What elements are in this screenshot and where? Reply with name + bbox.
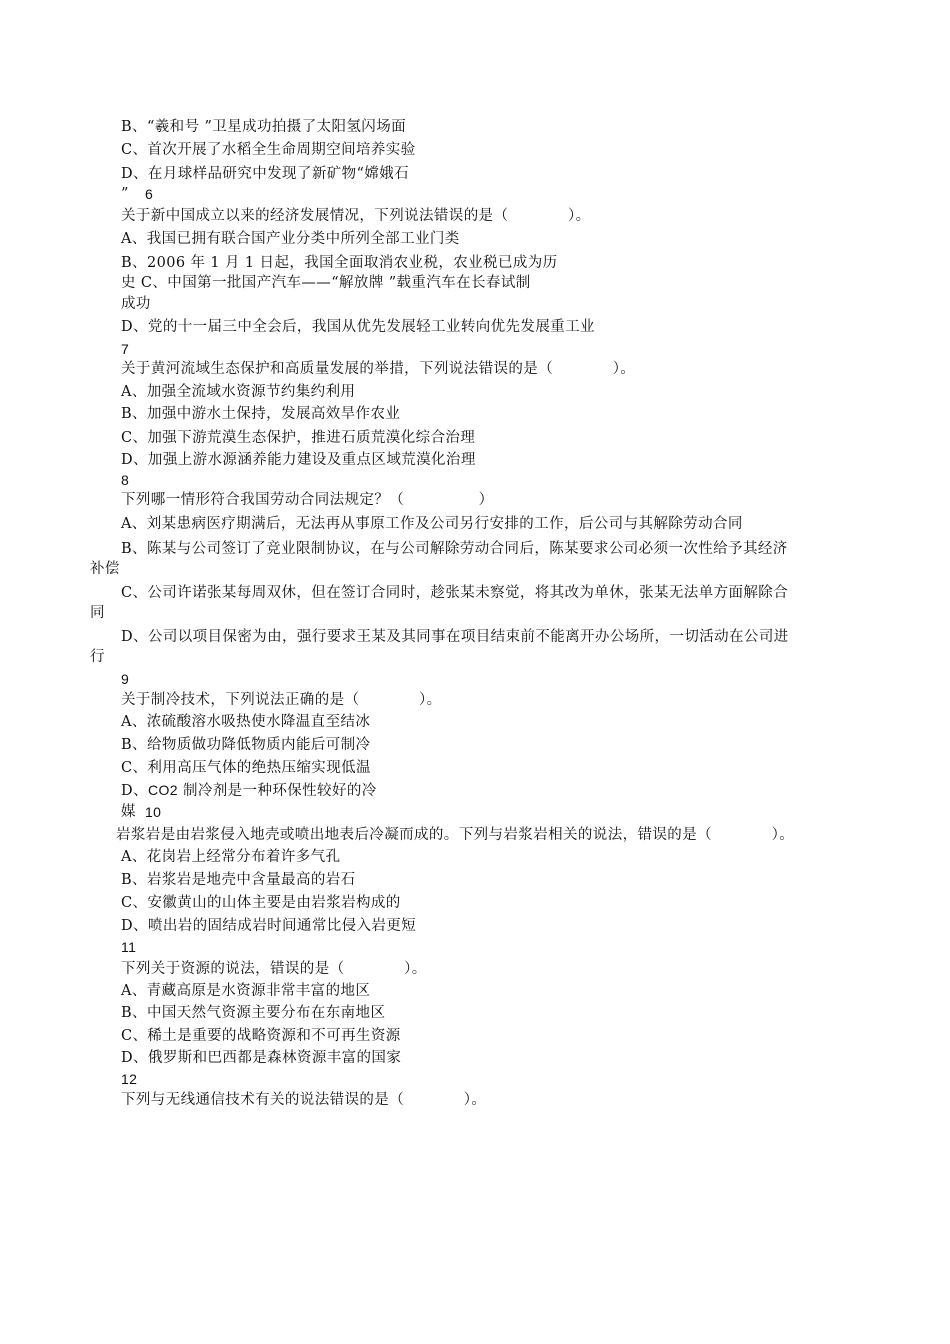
question-number-10: 10: [145, 804, 162, 820]
q9-option-d-text: 制冷剂是一种环保性较好的冷: [177, 783, 377, 799]
q9-option-d-co2: CO2: [147, 782, 178, 798]
q12-stem: 下列与无线通信技术有关的说法错误的是（ ）。: [121, 1092, 487, 1108]
q8-option-c-continued: 同: [90, 605, 105, 621]
q6-option-a: A、我国已拥有联合国产业分类中所列全部工业门类: [121, 231, 460, 247]
q6-stem: 关于新中国成立以来的经济发展情况，下列说法错误的是（ ）。: [121, 208, 591, 224]
q11-option-a: A、青藏高原是水资源非常丰富的地区: [121, 983, 371, 999]
q11-option-b: B、中国天然气资源主要分布在东南地区: [121, 1005, 386, 1021]
q5-option-c: C、首次开展了水稻全生命周期空间培养实验: [121, 142, 416, 158]
q8-option-d: D、公司以项目保密为由，强行要求王某及其同事在项目结束前不能离开办公场所，一切活动在公司进: [121, 629, 789, 645]
q8-option-a: A、刘某患病医疗期满后，无法再从事原工作及公司另行安排的工作，后公司与其解除劳动合同: [121, 516, 743, 532]
question-number-6: 6: [145, 186, 154, 202]
q8-option-b: B、陈某与公司签订了竞业限制协议，在与公司解除劳动合同后，陈某要求公司必须一次性给予其经济: [121, 541, 788, 557]
q7-option-c: C、加强下游荒漠生态保护，推进石质荒漠化综合治理: [121, 430, 476, 446]
q8-option-d-continued: 行: [90, 649, 105, 665]
q10-option-d: D、喷出岩的固结成岩时间通常比侵入岩更短: [121, 918, 417, 934]
q9-option-c: C、利用高压气体的绝热压缩实现低温: [121, 760, 371, 776]
q7-option-b: B、加强中游水土保持，发展高效旱作农业: [121, 406, 401, 422]
q6-option-b-continued-option-c: 史 C、中国第一批国产汽车——“解放牌 ”载重汽车在长春试制: [121, 275, 531, 291]
q9-stem: 关于制冷技术，下列说法正确的是（ ）。: [121, 692, 442, 708]
q10-option-b: B、岩浆岩是地壳中含量最高的岩石: [121, 872, 356, 888]
q8-stem: 下列哪一情形符合我国劳动合同法规定？（ ）: [121, 492, 494, 508]
q11-stem: 下列关于资源的说法，错误的是（ ）。: [121, 961, 427, 977]
q9-option-b: B、给物质做功降低物质内能后可制冷: [121, 737, 371, 753]
q10-option-a: A、花岗岩上经常分布着许多气孔: [121, 849, 341, 865]
q9-option-d-continued: 媒: [121, 804, 136, 820]
q10-stem: 岩浆岩是由岩浆侵入地壳或喷出地表后冷凝而成的。下列与岩浆岩相关的说法，错误的是（ ）。: [116, 827, 795, 843]
question-number-11: 11: [121, 939, 137, 955]
q10-option-c: C、安徽黄山的山体主要是由岩浆岩构成的: [121, 895, 401, 911]
q9-option-d-letter: D、: [121, 783, 148, 799]
q5-option-d-tail: ”: [121, 186, 129, 202]
q11-option-d: D、俄罗斯和巴西都是森林资源丰富的国家: [121, 1050, 402, 1066]
question-number-7: 7: [121, 341, 130, 357]
q9-option-d: [121, 780, 377, 801]
question-number-9: 9: [121, 671, 130, 687]
q6-option-c-continued: 成功: [121, 296, 151, 312]
question-number-8: 8: [121, 472, 130, 488]
q8-option-b-continued: 补偿: [90, 561, 120, 577]
q7-stem: 关于黄河流域生态保护和高质量发展的举措，下列说法错误的是（ ）。: [121, 361, 636, 377]
q9-option-a: A、浓硫酸溶水吸热使水降温直至结冰: [121, 714, 371, 730]
q7-option-a: A、加强全流域水资源节约集约利用: [121, 384, 356, 400]
q7-option-d: D、加强上游水源涵养能力建设及重点区域荒漠化治理: [121, 452, 476, 468]
question-number-12: 12: [121, 1071, 138, 1087]
q11-option-c: C、稀土是重要的战略资源和不可再生资源: [121, 1028, 401, 1044]
q6-option-b: B、2006 年 1 月 1 日起，我国全面取消农业税，农业税已成为历: [121, 255, 558, 271]
q6-option-d: D、党的十一届三中全会后，我国从优先发展轻工业转向优先发展重工业: [121, 319, 595, 335]
q5-option-d: D、在月球样品研究中发现了新矿物“嫦娥石: [121, 166, 410, 182]
q5-option-b: B、“羲和号 ”卫星成功拍摄了太阳氢闪场面: [121, 119, 406, 135]
q8-option-c: C、公司许诺张某每周双休，但在签订合同时，趁张某未察觉，将其改为单休，张某无法单方面解除合: [121, 585, 789, 601]
